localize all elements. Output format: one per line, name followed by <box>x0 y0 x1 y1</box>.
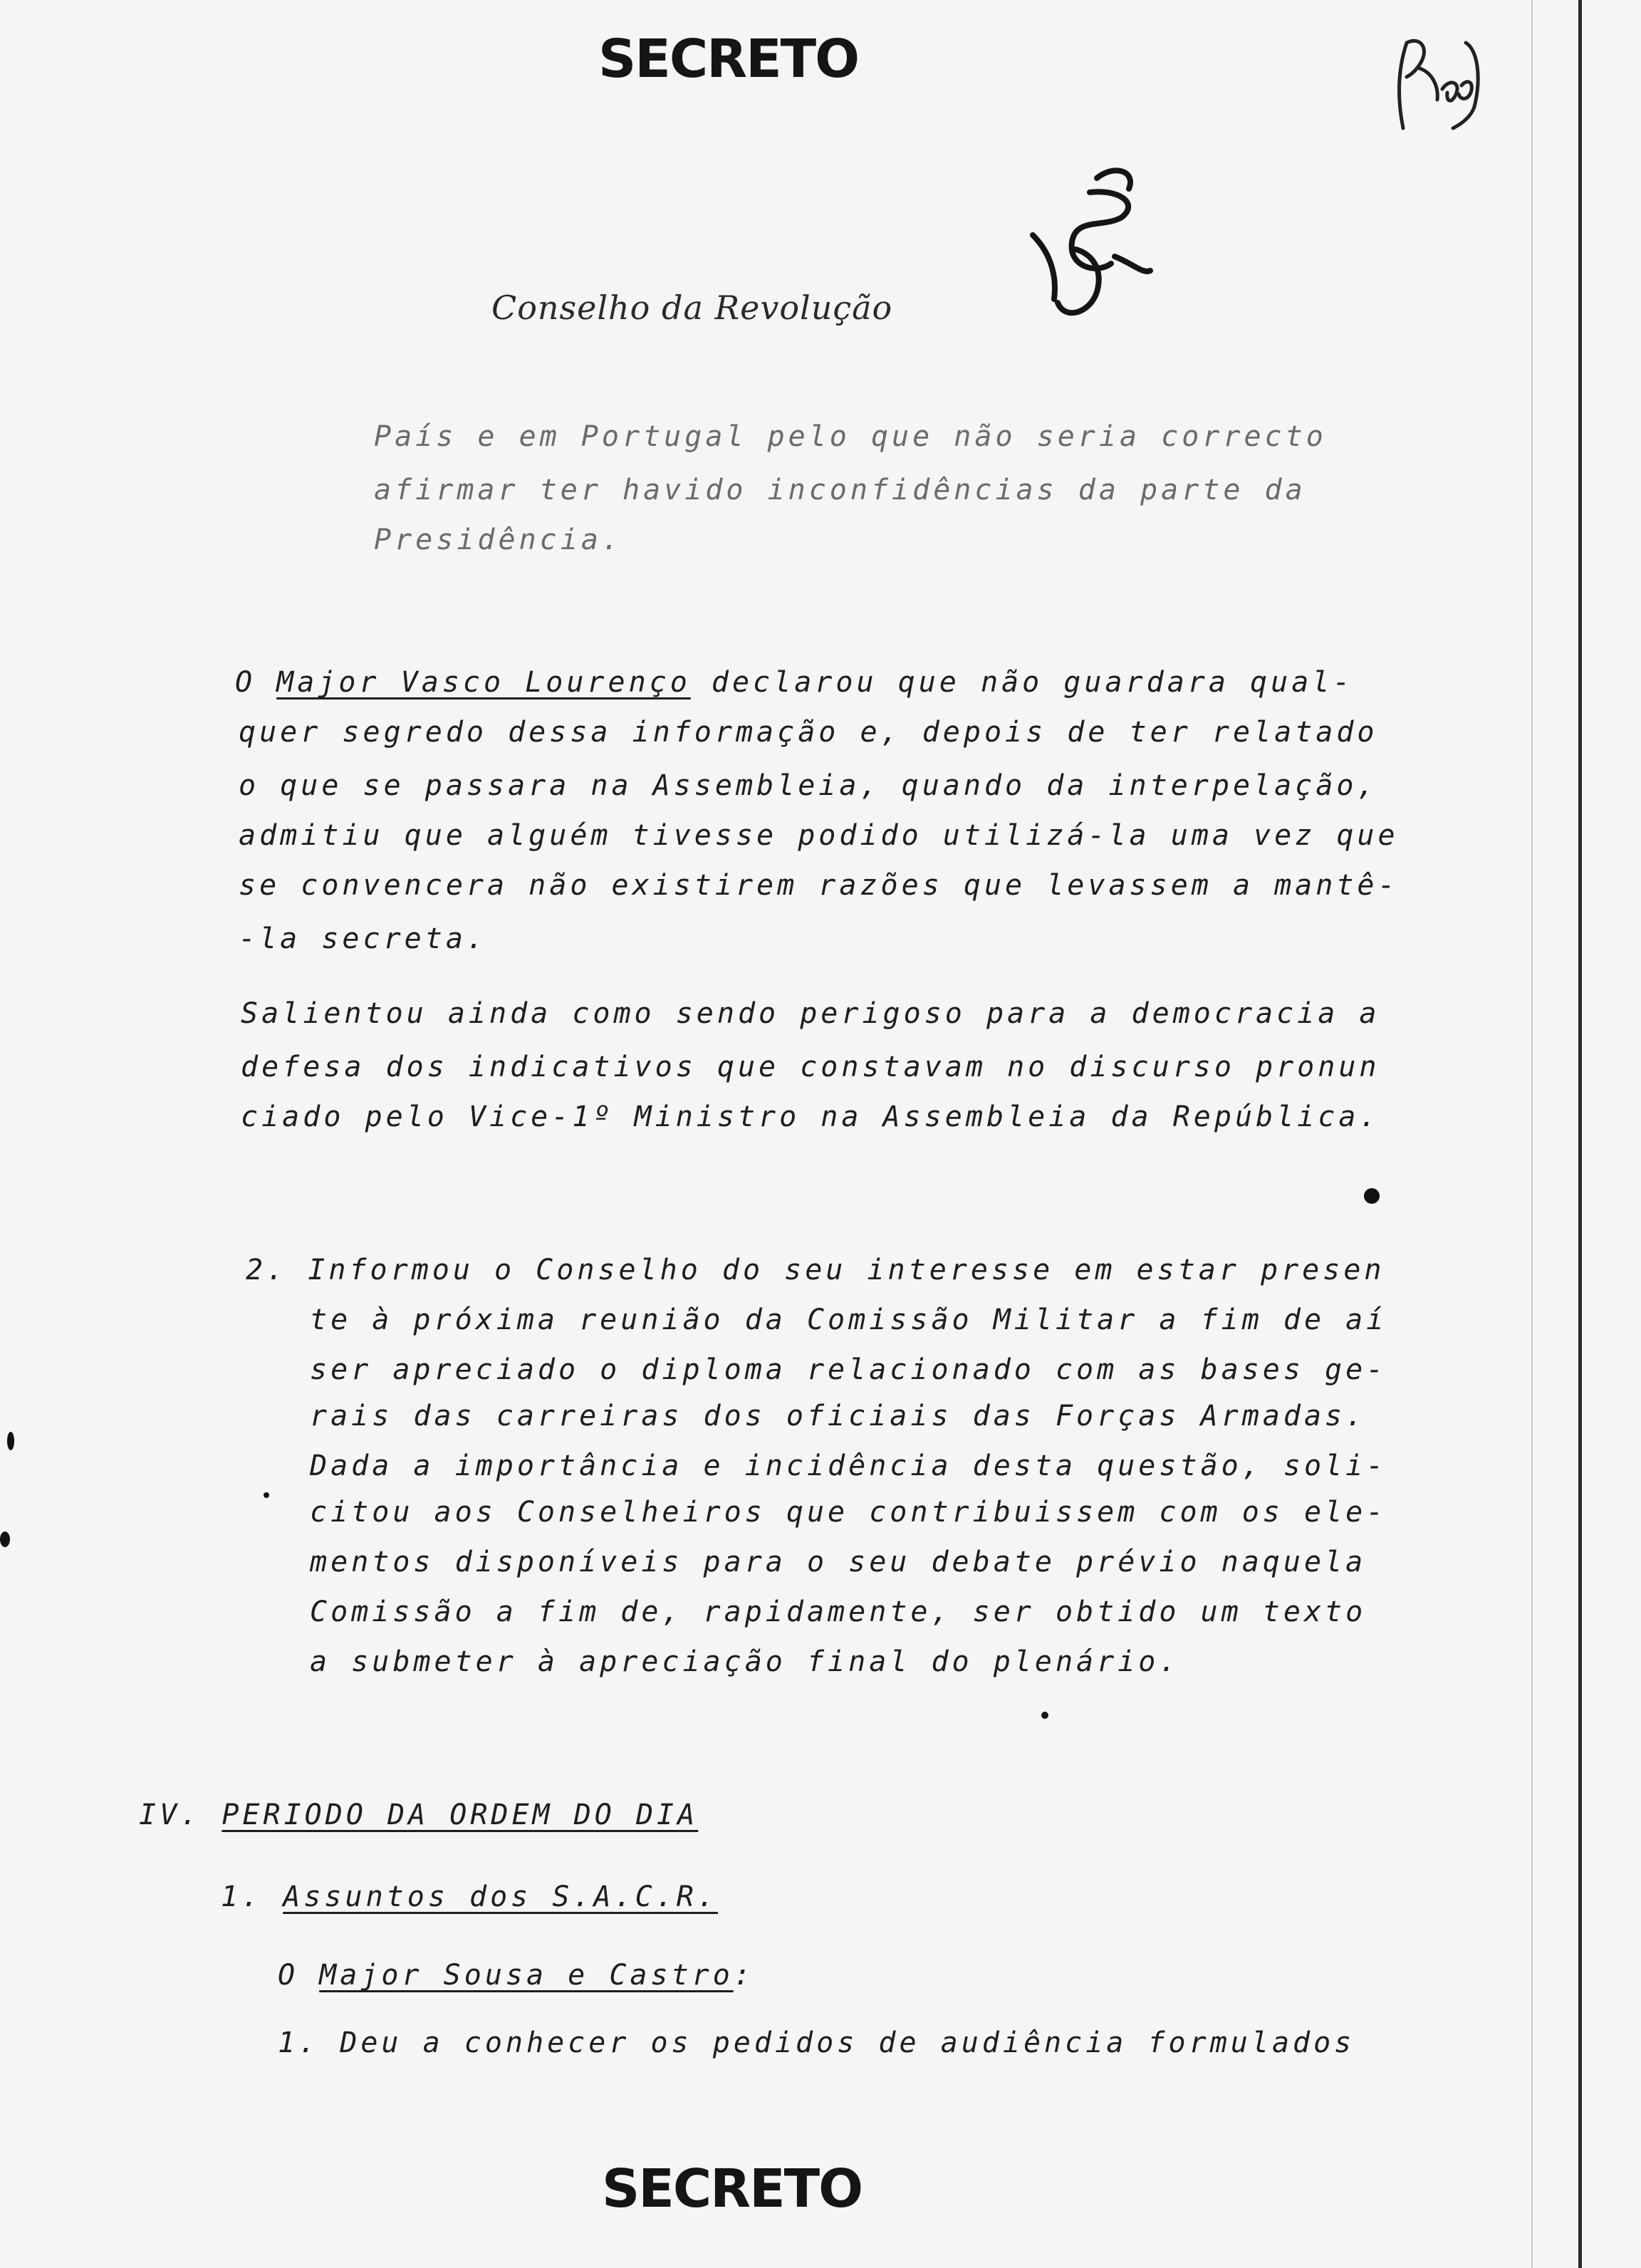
scan-speck <box>7 1432 14 1450</box>
scan-speck <box>1041 1712 1048 1719</box>
text-run: : <box>733 1959 754 1992</box>
text-line: afirmar ter havido inconfidências da parte da <box>374 474 1306 506</box>
scan-edge-line <box>1531 0 1533 2268</box>
section-number: IV. <box>139 1799 222 1831</box>
text-line: rais das carreiras dos oficiais das Forças Armadas. <box>310 1400 1367 1432</box>
text-line: -la secreta. <box>239 922 487 955</box>
speaker-name: Major Sousa e Castro <box>319 1959 734 1992</box>
text-run: O <box>278 1959 320 1992</box>
text-line: a submeter à apreciação final do plenário. <box>310 1645 1180 1678</box>
handwritten-monogram <box>990 150 1175 335</box>
text-line: Salientou ainda como sendo perigoso para a democracia a <box>241 997 1380 1030</box>
scan-border-line <box>1578 0 1582 2268</box>
text-line: Presidência. <box>374 524 622 556</box>
text-line: Comissão a fim de, rapidamente, ser obtido um texto <box>310 1596 1367 1628</box>
text-line: quer segredo dessa informação e, depois de ter relatado <box>239 716 1378 749</box>
text-line: admitiu que alguém tivesse podido utilizá-la uma vez que <box>239 819 1399 852</box>
speaker-name: Major Vasco Lourenço <box>276 666 691 699</box>
text-line <box>278 1959 754 1992</box>
classification-stamp-bottom: SECRETO <box>602 2158 863 2220</box>
section-heading <box>139 1799 698 1831</box>
text-line: te à próxima reunião da Comissão Militar a fim de aí <box>310 1304 1387 1336</box>
text-line <box>235 666 1353 699</box>
handwritten-initials <box>1382 21 1489 142</box>
letterhead-title: Conselho da Revolução <box>491 288 893 327</box>
text-line: citou aos Conselheiros que contribuissem com os ele- <box>310 1496 1387 1529</box>
text-line: se convencera não existirem razões que levassem a mantê- <box>239 869 1399 902</box>
subsection-heading <box>221 1881 718 1913</box>
text-line: 2. Informou o Conselho do seu interesse em estar presen <box>246 1254 1385 1286</box>
subsection-number: 1. <box>221 1881 283 1913</box>
text-line: defesa dos indicativos que constavam no discurso pronun <box>241 1051 1380 1083</box>
text-line: Dada a importância e incidência desta questão, soli- <box>310 1450 1387 1482</box>
section-title: PERIODO DA ORDEM DO DIA <box>222 1799 699 1831</box>
text-line: ser apreciado o diploma relacionado com as bases ge- <box>310 1353 1387 1386</box>
scan-speck <box>0 1531 10 1547</box>
text-line: ciado pelo Vice-1º Ministro na Assembleia da República. <box>241 1101 1380 1133</box>
text-line: 1. Deu a conhecer os pedidos de audiência formulados <box>278 2027 1355 2059</box>
classification-stamp-top: SECRETO <box>598 28 859 90</box>
text-run: declarou que não guardara qual- <box>690 666 1354 699</box>
text-line: mentos disponíveis para o seu debate prévio naquela <box>310 1546 1367 1578</box>
text-line: País e em Portugal pelo que não seria correcto <box>374 420 1327 453</box>
scan-speck <box>264 1492 269 1498</box>
subsection-title: Assuntos dos S.A.C.R. <box>283 1881 718 1913</box>
text-run: O <box>235 666 277 699</box>
text-line: o que se passara na Assembleia, quando da interpelação, <box>239 769 1378 802</box>
scan-speck <box>1364 1188 1380 1204</box>
